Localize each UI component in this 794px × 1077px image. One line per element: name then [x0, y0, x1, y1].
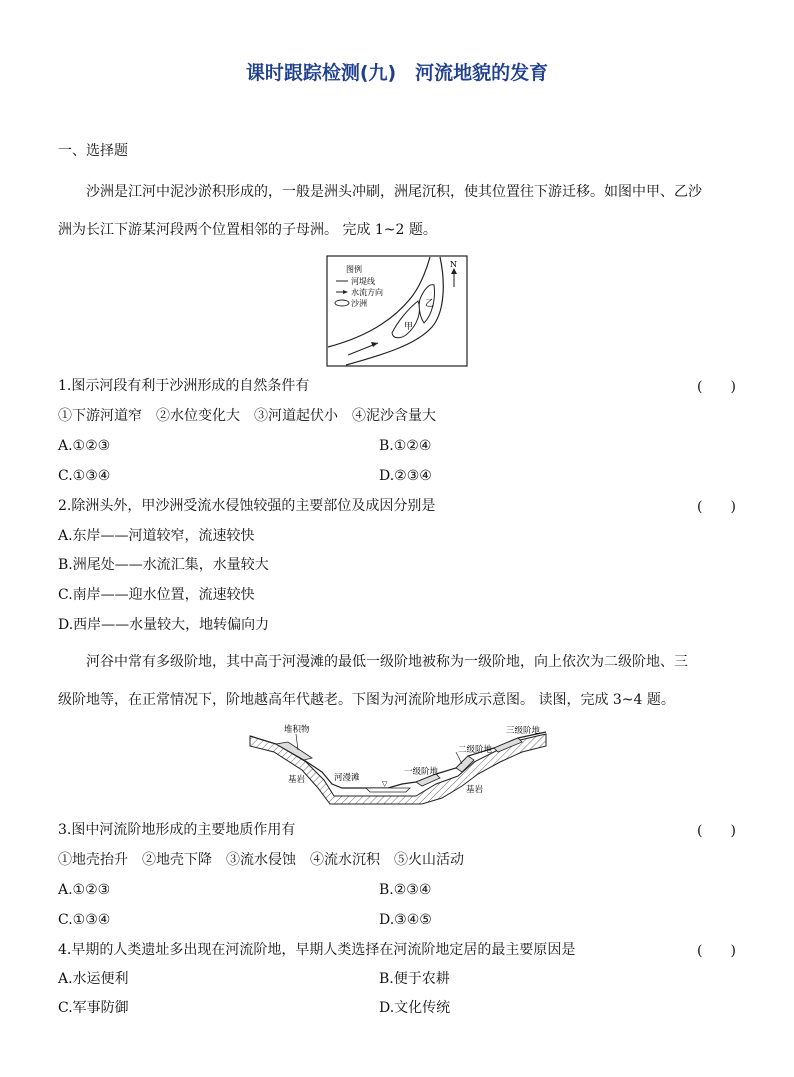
label-jia: 甲 [404, 322, 414, 332]
sandbar-map-figure [326, 255, 468, 367]
q2-option-d[interactable]: D.西岸——水量较大，地转偏向力 [58, 617, 270, 633]
q3-stem: 3.图中河流阶地形成的主要地质作用有 [58, 822, 296, 838]
q3-option-b[interactable]: B.②③④ [379, 882, 432, 898]
q4-option-d[interactable]: D.文化传统 [379, 1000, 451, 1016]
q2-option-b[interactable]: B.洲尾处——水流汇集，水量较大 [58, 557, 269, 573]
river-terrace-figure [246, 722, 552, 806]
q1-option-d[interactable]: D.②③④ [379, 468, 432, 484]
q2-option-a[interactable]: A.东岸——河道较窄，流速较快 [58, 528, 255, 544]
label-floodplain: 河漫滩 [334, 773, 360, 783]
q3-option-c[interactable]: C.①③④ [58, 912, 111, 928]
north-label: N [450, 260, 457, 269]
q3-option-a[interactable]: A.①②③ [58, 882, 111, 898]
section-heading: 一、选择题 [58, 143, 128, 159]
q1-answer-paren[interactable]: ( ) [697, 379, 736, 395]
label-terrace-1: 一级阶地 [404, 767, 439, 777]
q4-option-b[interactable]: B.便于农耕 [379, 971, 450, 987]
q2-stem: 2.除洲头外，甲沙洲受流水侵蚀较强的主要部位及成因分别是 [58, 498, 436, 514]
intro-paragraph-1-line-1: 沙洲是江河中泥沙淤积形成的，一般是洲头冲刷，洲尾沉积，使其位置往下游迁移。如图中甲、乙沙 [86, 184, 702, 200]
river-water [366, 788, 410, 792]
legend-bank-label: 河堤线 [351, 277, 375, 286]
legend-sandbar-icon [335, 300, 349, 306]
q4-answer-paren[interactable]: ( ) [697, 943, 736, 959]
q4-option-a[interactable]: A.水运便利 [58, 971, 129, 987]
q1-option-a[interactable]: A.①②③ [58, 438, 111, 454]
q2-option-c[interactable]: C.南岸——迎水位置，流速较快 [58, 587, 255, 603]
q1-items: ①下游河道窄 ②水位变化大 ③河道起伏小 ④泥沙含量大 [58, 408, 436, 424]
legend-sandbar-label: 沙洲 [351, 299, 367, 308]
q3-items: ①地壳抬升 ②地壳下降 ③流水侵蚀 ④流水沉积 ⑤火山活动 [58, 852, 464, 868]
label-bedrock-right: 基岩 [466, 785, 484, 795]
q1-option-c[interactable]: C.①③④ [58, 468, 111, 484]
water-level-icon: ▽ [382, 780, 388, 788]
intro-paragraph-2-line-2: 级阶地等，在正常情况下，阶地越高年代越老。下图为河流阶地形成示意图。 读图，完成 3~4 题。 [58, 692, 675, 708]
label-bedrock-left: 基岩 [288, 775, 306, 785]
q2-answer-paren[interactable]: ( ) [697, 499, 736, 515]
page-title: 课时跟踪检测(九) 河流地貌的发育 [245, 62, 549, 84]
label-deposit: 堆积物 [284, 725, 310, 735]
label-terrace-2: 二级阶地 [458, 745, 493, 755]
label-yi: 乙 [425, 299, 435, 309]
q3-answer-paren[interactable]: ( ) [697, 823, 736, 839]
q1-option-b[interactable]: B.①②④ [379, 438, 432, 454]
legend-title: 图例 [346, 265, 362, 274]
q3-option-d[interactable]: D.③④⑤ [379, 912, 432, 928]
intro-paragraph-2-line-1: 河谷中常有多级阶地，其中高于河漫滩的最低一级阶地被称为一级阶地，向上依次为二级阶地、三 [86, 654, 688, 670]
label-terrace-3: 三级阶地 [506, 726, 541, 736]
intro-paragraph-1-line-2: 洲为长江下游某河段两个位置相邻的子母洲。 完成 1~2 题。 [58, 222, 437, 238]
q4-option-c[interactable]: C.军事防御 [58, 1000, 129, 1016]
legend-flow-label: 水流方向 [351, 288, 383, 297]
q4-stem: 4.早期的人类遗址多出现在河流阶地，早期人类选择在河流阶地定居的最主要原因是 [58, 942, 576, 958]
q1-stem: 1.图示河段有利于沙洲形成的自然条件有 [58, 378, 310, 394]
